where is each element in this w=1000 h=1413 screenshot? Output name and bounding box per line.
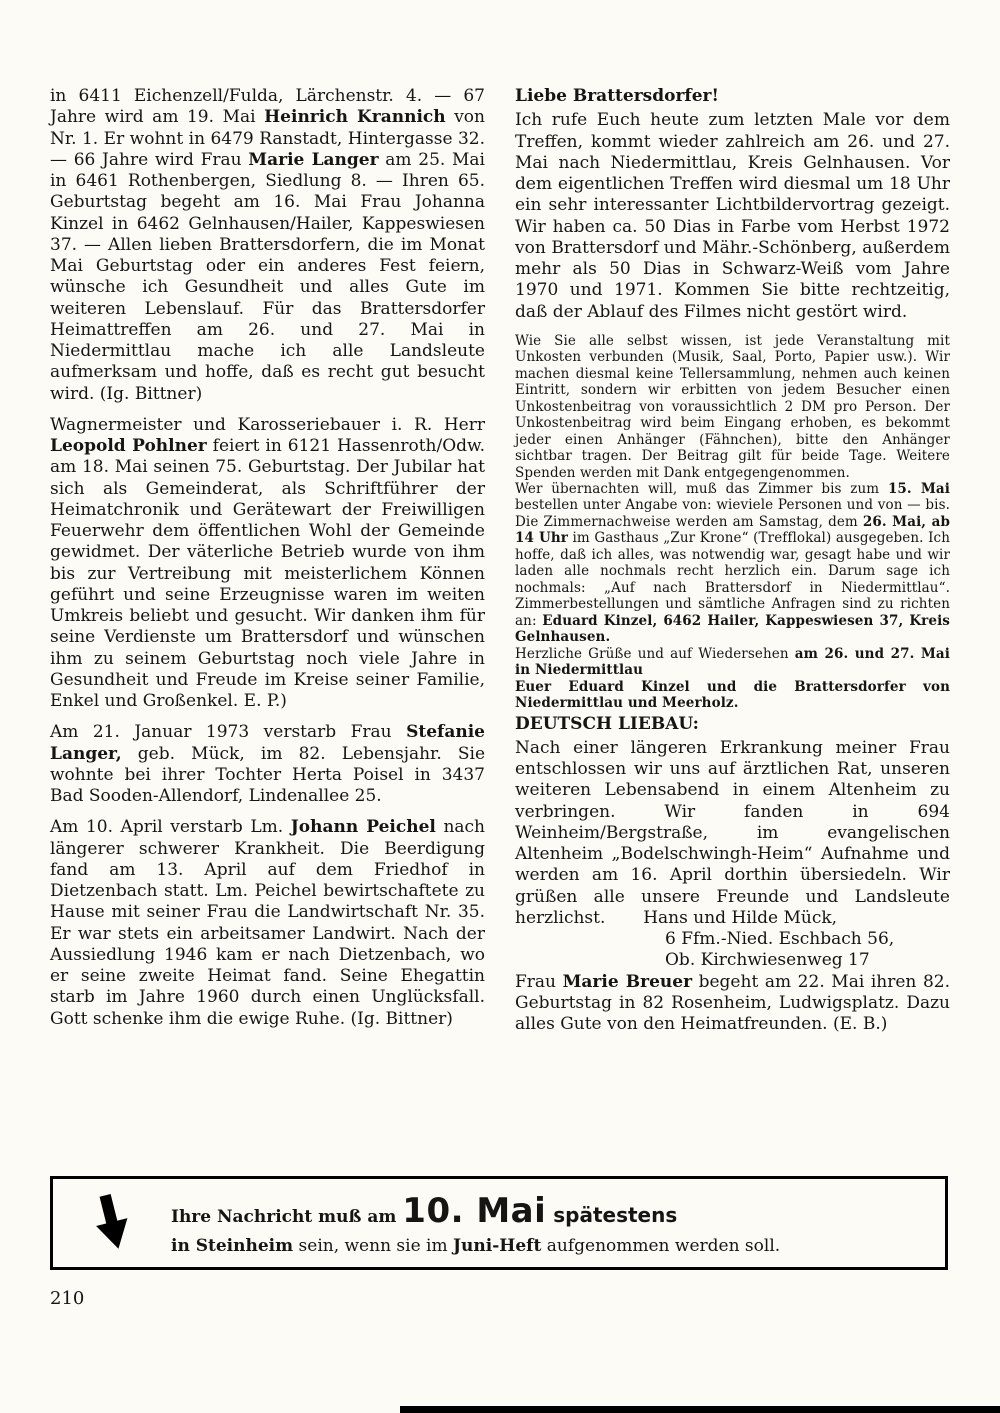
- cost-notice-fine-print: Wie Sie alle selbst wissen, ist jede Veranstaltung mit Unkosten verbunden (Musik, Saal, Porto, Papier usw.). Wir machen diesmal keine Tellersammlung, nehmen auch keinen Eintritt, sondern wir erbitten von jedem Besucher einen Unkostenbeitrag von voraussichtlich 2 DM pro Person. Der Unkostenbeitrag wird beim Eingang erhoben, es bekommt jeder einen Anhänger (Fähnchen), bitte den Anhänger sichtbar tragen. Der Beitrag gilt für beide Tage. Weitere Spenden werden mit Dank entgegengenommen.: [515, 332, 950, 481]
- heading-deutsch-liebau: DEUTSCH LIEBAU:: [515, 713, 699, 734]
- notice-line-2: in Steinheim sein, wenn sie im Juni-Heft aufgenommen werden soll.: [171, 1235, 781, 1256]
- anniversary-pohlner-paragraph: Wagnermeister und Karosseriebauer i. R. Herr Leopold Pohlner feiert in 6121 Hassenroth/Odw. am 18. Mai seinen 75. Geburtstag. Der Jubilar hat sich als Gemeinderat, als Schriftführer der Heimatchronik und Gerätewart der Freiwilligen Feuerwehr dem öffentlichen Wohl der Gemeinde gewidmet. Der väterliche Betrieb wurde von ihm bis zur Vertreibung mit meisterlichem Können geführt und seine Erzeugnisse waren im weiten Umkreis beliebt und gesucht. Wir danken ihm für seine Verdienste um Brattersdorf und wünschen ihm zu seinem Geburtstag noch viele Jahre in Gesundheit und Freude im Kreise seiner Familie, Enkel und Großenkel. E. P.): [50, 414, 485, 711]
- right-column: [515, 86, 950, 1045]
- left-column: [50, 86, 485, 1045]
- deadline-notice-box: [50, 1176, 948, 1270]
- deutsch-liebau-paragraph: Nach einer längeren Erkrankung meiner Frau entschlossen wir uns auf ärztlichen Rat, unseren weiteren Lebensabend in einem Altenheim zu verbringen. Wir fanden in 694 Weinheim/Bergstraße, im evangelischen Altenheim „Bodelschwingh-Heim“ Aufnahme und werden am 16. April dorthin übersiedeln. Wir grüßen alle unsere Freunde und Landsleute herzlichst. Hans und Hilde Mück,: [515, 737, 950, 928]
- accommodation-fine-print: Wer übernachten will, muß das Zimmer bis zum 15. Mai bestellen unter Angabe von: wieviele Personen und von — bis. Die Zimmernachweise werden am Samstag, dem 26. Mai, ab 14 Uhr im Gasthaus „Zur Krone“ (Trefflokal) ausgegeben. Ich hoffe, daß ich alles, was notwendig war, gesagt habe und wir laden alle nochmals recht herzlich ein. Darum sage ich nochmals: „Auf nach Brattersdorf in Niedermittlau“. Zimmerbestellungen und sämtliche Anfragen sind zu richten an: Eduard Kinzel, 6462 Hailer, Kappeswiesen 37, Kreis Gelnhausen.: [515, 480, 950, 646]
- obituary-johann-peichel-paragraph: Am 10. April verstarb Lm. Johann Peichel nach längerer schwerer Krankheit. Die Beerdigung fand am 13. April auf dem Friedhof in Dietzenbach statt. Lm. Peichel bewirtschaftete zu Hause mit seiner Frau die Landwirtschaft Nr. 35. Er war stets ein arbeitsamer Landwirt. Nach der Aussiedlung 1946 kam er nach Dietzenbach, wo er seine zweite Heimat fand. Seine Ehegattin starb im Jahre 1960 durch einen Unglücksfall. Gott schenke ihm die ewige Ruhe. (Ig. Bittner): [50, 817, 485, 1029]
- notice-text: [171, 1191, 945, 1256]
- page-number: 210: [50, 1288, 85, 1309]
- heading-liebe-brattersdorfer: Liebe Brattersdorfer!: [515, 86, 719, 106]
- obituary-stefanie-langer-paragraph: Am 21. Januar 1973 verstarb Frau Stefanie Langer, geb. Mück, im 82. Lebensjahr. Sie wohnte bei ihrer Tochter Herta Poisel in 3437 Bad Sooden-Allendorf, Lindenallee 25.: [50, 722, 485, 806]
- treffen-announcement-paragraph: Ich rufe Euch heute zum letzten Male vor dem Treffen, kommt wieder zahlreich am 26. und 27. Mai nach Niedermittlau, Kreis Gelnhausen. Vor dem eigentlichen Treffen wird diesmal um 18 Uhr ein sehr interessanter Lichtbildervortrag gezeigt. Wir haben ca. 50 Dias in Farbe vom Herbst 1972 von Brattersdorf und Mähr.-Schönberg, außerdem mehr als 50 Dias in Schwarz-Weiß vom Jahre 1970 und 1971. Kommen Sie bitte rechtzeitig, daß der Ablauf des Filmes nicht gestört wird.: [515, 110, 950, 322]
- signature-address-line-1: 6 Ffm.-Nied. Eschbach 56,: [665, 929, 895, 950]
- notice-line-1: Ihre Nachricht muß am 10. Mai spätestens: [171, 1190, 678, 1231]
- text-columns: [50, 86, 950, 1045]
- birthday-announcements-paragraph: in 6411 Eichenzell/Fulda, Lärchenstr. 4. — 67 Jahre wird am 19. Mai Heinrich Krannich von Nr. 1. Er wohnt in 6479 Ranstadt, Hintergasse 32. — 66 Jahre wird Frau Marie Langer am 25. Mai in 6461 Rothenbergen, Siedlung 8. — Ihren 65. Geburtstag begeht am 16. Mai Frau Johanna Kinzel in 6462 Gelnhausen/Hailer, Kappeswiesen 37. — Allen lieben Brattersdorfern, die im Monat Mai Geburtstag oder ein anderes Fest feiern, wünsche ich Gesundheit und alles Gute im weiteren Lebenslauf. Für das Brattersdorfer Heimattreffen am 26. und 27. Mai in Niedermittlau mache ich alle Landsleute aufmerksam und hoffe, daß es recht gut besucht wird. (Ig. Bittner): [50, 86, 485, 404]
- greetings-fine-print: Herzliche Grüße und auf Wiedersehen am 26. und 27. Mai in Niedermittlau: [515, 645, 950, 679]
- arrow-down-right-icon: [53, 1194, 171, 1252]
- signature-address-line-2: Ob. Kirchwiesenweg 17: [665, 950, 870, 971]
- birthday-marie-breuer-paragraph: Frau Marie Breuer begeht am 22. Mai ihren 82. Geburtstag in 82 Rosenheim, Ludwigsplatz. Dazu alles Gute von den Heimatfreunden. (E. B.): [515, 971, 950, 1035]
- sender-fine-print: Euer Eduard Kinzel und die Brattersdorfer von Niedermittlau und Meerholz.: [515, 678, 950, 712]
- scan-edge-artifact: [400, 1406, 1000, 1413]
